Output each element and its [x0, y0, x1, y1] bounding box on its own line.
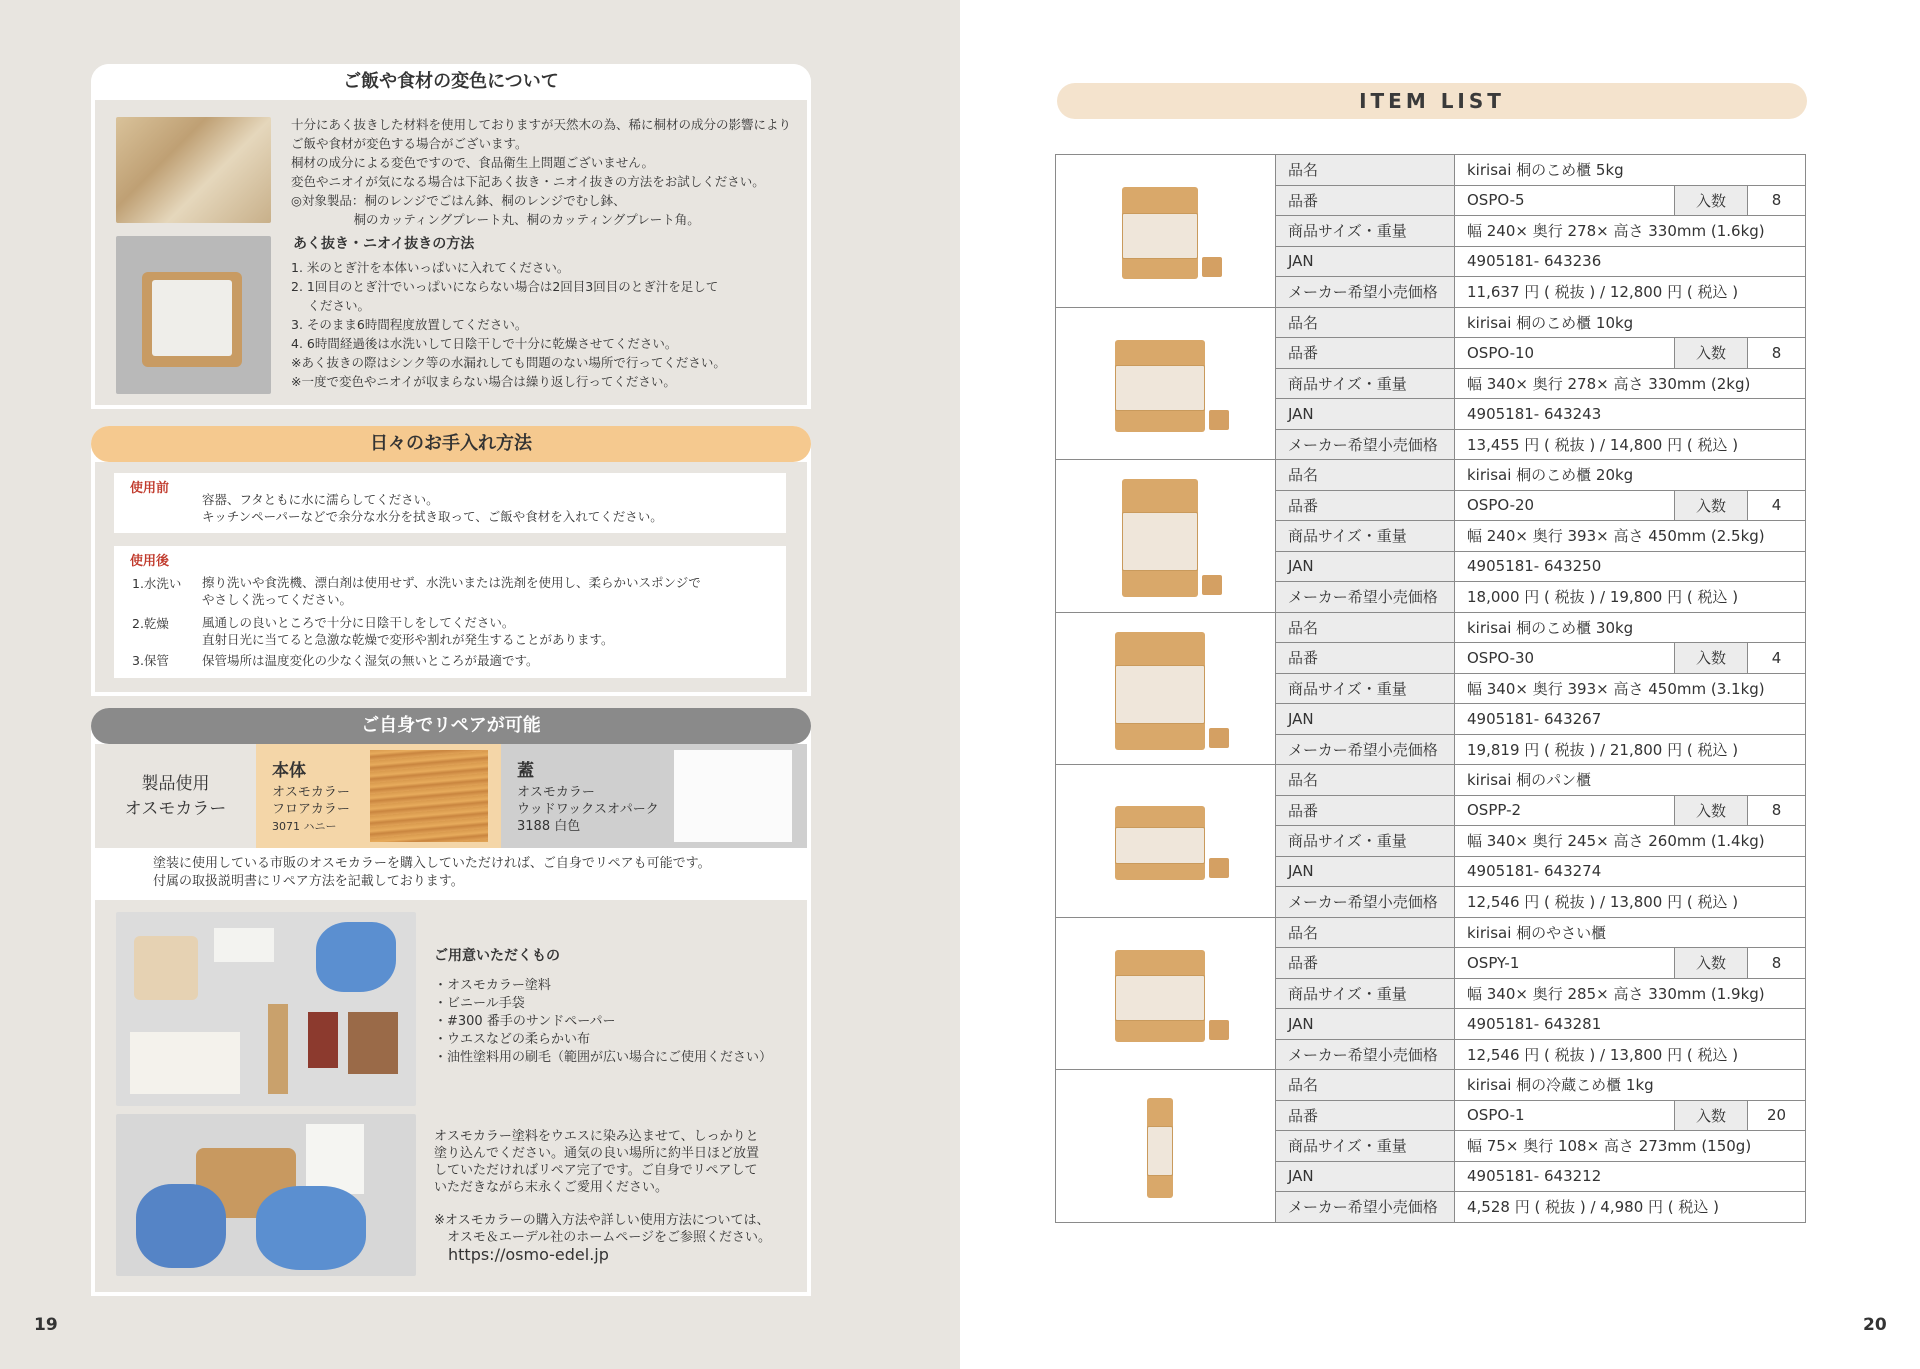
- item-row: [1056, 460, 1806, 491]
- label-name: 品名: [1276, 307, 1455, 338]
- item-qty: 4: [1748, 643, 1806, 674]
- care-after-label: 使用後: [130, 554, 170, 569]
- label-name: 品名: [1276, 460, 1455, 491]
- label-qty: 入数: [1675, 338, 1748, 369]
- label-size: 商品サイズ・重量: [1276, 521, 1455, 552]
- label-code: 品番: [1276, 185, 1455, 216]
- product-image: [1056, 765, 1276, 918]
- item-size: 幅 75× 奥行 108× 高さ 273mm (150g): [1455, 1131, 1806, 1162]
- label-qty: 入数: [1675, 185, 1748, 216]
- method-text: 1. 米のとぎ汁を本体いっぱいに入れてください。 2. 1回目のとぎ汁でいっぱいにならない場合は2回目3回目のとぎ汁を足して ください。 3. そのまま6時間程度放置してください。 4. 6時間経過後は水洗いして日陰干しで十分に乾燥させてください。 ※あく抜きの際はシンク等の水漏れしても問題のない場所で行ってください。 ※一度で変色やニオイが収まらない場合は繰り返し行ってください。: [291, 260, 726, 389]
- label-name: 品名: [1276, 155, 1455, 186]
- box-cup-shape: [1209, 858, 1229, 878]
- box-lid-shape: [1115, 665, 1205, 724]
- item-row: [1056, 307, 1806, 338]
- item-jan: 4905181- 643236: [1455, 246, 1806, 277]
- repair-tools-photo: [116, 912, 416, 1106]
- item-name: kirisai 桐のやさい櫃: [1455, 917, 1806, 948]
- method-title: あく抜き・ニオイ抜きの方法: [293, 236, 475, 252]
- label-code: 品番: [1276, 1100, 1455, 1131]
- item-row: [1056, 155, 1806, 186]
- item-row: [1056, 612, 1806, 643]
- item-row: [1056, 765, 1806, 796]
- label-size: 商品サイズ・重量: [1276, 1131, 1455, 1162]
- item-price: 11,637 円 ( 税抜 ) / 12,800 円 ( 税込 ): [1455, 277, 1806, 308]
- label-price: メーカー希望小売価格: [1276, 1039, 1455, 1070]
- body-color-block: 本体 オスモカラー フロアカラー 3071 ハニー: [256, 744, 501, 848]
- label-size: 商品サイズ・重量: [1276, 673, 1455, 704]
- care-before-text: 容器、フタともに水に濡らしてください。 キッチンペーパーなどで余分な水分を拭き取って、ご飯や食材を入れてください。: [202, 492, 663, 524]
- item-code: OSPO-5: [1455, 185, 1675, 216]
- box-cup-shape: [1202, 575, 1222, 595]
- item-row: [1056, 1070, 1806, 1101]
- product-image: [1056, 917, 1276, 1070]
- label-jan: JAN: [1276, 399, 1455, 430]
- label-size: 商品サイズ・重量: [1276, 368, 1455, 399]
- item-price: 19,819 円 ( 税抜 ) / 21,800 円 ( 税込 ): [1455, 734, 1806, 765]
- item-size: 幅 240× 奥行 278× 高さ 330mm (1.6kg): [1455, 216, 1806, 247]
- label-price: メーカー希望小売価格: [1276, 582, 1455, 613]
- label-qty: 入数: [1675, 948, 1748, 979]
- care-before-box: [114, 473, 786, 533]
- prep-title: ご用意いただくもの: [434, 948, 560, 964]
- care-step-label: 2.乾燥: [132, 616, 169, 631]
- label-price: メーカー希望小売価格: [1276, 887, 1455, 918]
- rice-discolor-photo: [116, 117, 271, 223]
- discolor-text: 十分にあく抜きした材料を使用しておりますが天然木の為、稀に桐材の成分の影響により ご飯や食材が変色する場合がございます。 桐材の成分による変色ですので、食品衛生上問題ございません。 変色やニオイが気になる場合は下記あく抜き・ニオイ抜きの方法をお試しください。 ◎対象製品：桐のレンジでごはん鉢、桐のレンジでむし鉢、 桐のカッティングプレート丸、桐のカッティングプレート角。: [291, 117, 792, 227]
- repair-note: 塗装に使用している市販のオスモカラーを購入していただければ、ご自身でリペアも可能です。 付属の取扱説明書にリペア方法を記載しております。: [153, 856, 711, 889]
- label-price: メーカー希望小売価格: [1276, 1192, 1455, 1223]
- label-jan: JAN: [1276, 551, 1455, 582]
- label-qty: 入数: [1675, 490, 1748, 521]
- box-cup-shape: [1202, 257, 1222, 277]
- label-jan: JAN: [1276, 1009, 1455, 1040]
- item-code: OSPO-30: [1455, 643, 1675, 674]
- item-price: 12,546 円 ( 税抜 ) / 13,800 円 ( 税込 ): [1455, 887, 1806, 918]
- repair-title: ご自身でリペアが可能: [91, 708, 811, 744]
- label-code: 品番: [1276, 948, 1455, 979]
- care-step-label: 3.保管: [132, 653, 169, 668]
- rice-water-box-photo: [116, 236, 271, 394]
- prep-list: ・オスモカラー塗料 ・ビニール手袋 ・#300 番手のサンドペーパー ・ウエスなどの柔らかい布 ・油性塗料用の刷毛（範囲が広い場合にご使用ください）: [434, 978, 773, 1065]
- label-code: 品番: [1276, 643, 1455, 674]
- item-qty: 8: [1748, 948, 1806, 979]
- item-name: kirisai 桐のこめ櫃 20kg: [1455, 460, 1806, 491]
- item-price: 18,000 円 ( 税抜 ) / 19,800 円 ( 税込 ): [1455, 582, 1806, 613]
- item-name: kirisai 桐のパン櫃: [1455, 765, 1806, 796]
- item-list-table: [1055, 154, 1806, 1223]
- label-price: メーカー希望小売価格: [1276, 277, 1455, 308]
- item-size: 幅 340× 奥行 285× 高さ 330mm (1.9kg): [1455, 978, 1806, 1009]
- box-cup-shape: [1209, 728, 1229, 748]
- box-lid-shape: [1115, 365, 1205, 411]
- box-cup-shape: [1209, 1020, 1229, 1040]
- label-size: 商品サイズ・重量: [1276, 978, 1455, 1009]
- label-name: 品名: [1276, 1070, 1455, 1101]
- label-name: 品名: [1276, 765, 1455, 796]
- product-image: [1056, 1070, 1276, 1223]
- item-code: OSPO-10: [1455, 338, 1675, 369]
- item-name: kirisai 桐の冷蔵こめ櫃 1kg: [1455, 1070, 1806, 1101]
- lid-color-block: 蓋 オスモカラー ウッドワックスオパーク 3188 白色: [501, 744, 807, 848]
- item-row: [1056, 917, 1806, 948]
- box-lid-shape: [1147, 1126, 1173, 1176]
- care-before-label: 使用前: [130, 481, 170, 496]
- item-price: 13,455 円 ( 税抜 ) / 14,800 円 ( 税込 ): [1455, 429, 1806, 460]
- label-jan: JAN: [1276, 246, 1455, 277]
- product-image: [1056, 460, 1276, 613]
- item-code: OSPO-20: [1455, 490, 1675, 521]
- item-name: kirisai 桐のこめ櫃 10kg: [1455, 307, 1806, 338]
- page-number-left: 19: [34, 1315, 58, 1335]
- label-code: 品番: [1276, 338, 1455, 369]
- box-cup-shape: [1209, 410, 1229, 430]
- label-name: 品名: [1276, 612, 1455, 643]
- item-code: OSPY-1: [1455, 948, 1675, 979]
- label-price: メーカー希望小売価格: [1276, 734, 1455, 765]
- item-jan: 4905181- 643250: [1455, 551, 1806, 582]
- item-code: OSPO-1: [1455, 1100, 1675, 1131]
- label-jan: JAN: [1276, 856, 1455, 887]
- item-jan: 4905181- 643243: [1455, 399, 1806, 430]
- care-after-box: [114, 546, 786, 678]
- item-jan: 4905181- 643274: [1455, 856, 1806, 887]
- apply-text: オスモカラー塗料をウエスに染み込ませて、しっかりと 塗り込んでください。通気の良い場所に約半日ほど放置 していただければリペア完了です。ご自身でリペアして いただきながら末永くご愛用ください。: [434, 1129, 760, 1195]
- item-qty: 8: [1748, 185, 1806, 216]
- item-code: OSPP-2: [1455, 795, 1675, 826]
- label-qty: 入数: [1675, 643, 1748, 674]
- label-qty: 入数: [1675, 1100, 1748, 1131]
- honey-swatch: [370, 750, 488, 842]
- care-title: 日々のお手入れ方法: [91, 426, 811, 462]
- label-qty: 入数: [1675, 795, 1748, 826]
- label-jan: JAN: [1276, 1161, 1455, 1192]
- repair-apply-photo: [116, 1114, 416, 1276]
- used-color-label: 製品使用 オスモカラー: [95, 744, 256, 848]
- label-code: 品番: [1276, 795, 1455, 826]
- ref-text: ※オスモカラーの購入方法や詳しい使用方法については、 オスモ＆エーデル社のホームページをご参照ください。: [434, 1213, 771, 1245]
- item-qty: 8: [1748, 795, 1806, 826]
- box-lid-shape: [1122, 213, 1198, 259]
- care-step-text: 擦り洗いや食洗機、漂白剤は使用せず、水洗いまたは洗剤を使用し、柔らかいスポンジで やさしく洗ってください。: [202, 575, 701, 607]
- product-image: [1056, 155, 1276, 308]
- box-lid-shape: [1115, 975, 1205, 1021]
- osmo-url[interactable]: https://osmo-edel.jp: [448, 1245, 609, 1264]
- box-lid-shape: [1122, 512, 1198, 571]
- care-step-text: 保管場所は温度変化の少なく湿気の無いところが最適です。: [202, 653, 539, 668]
- box-lid-shape: [1115, 827, 1205, 864]
- item-size: 幅 340× 奥行 393× 高さ 450mm (3.1kg): [1455, 673, 1806, 704]
- page-number-right: 20: [1863, 1315, 1887, 1335]
- item-qty: 20: [1748, 1100, 1806, 1131]
- label-size: 商品サイズ・重量: [1276, 216, 1455, 247]
- care-step-label: 1.水洗い: [132, 576, 182, 591]
- item-name: kirisai 桐のこめ櫃 5kg: [1455, 155, 1806, 186]
- label-jan: JAN: [1276, 704, 1455, 735]
- item-size: 幅 340× 奥行 245× 高さ 260mm (1.4kg): [1455, 826, 1806, 857]
- item-qty: 4: [1748, 490, 1806, 521]
- item-jan: 4905181- 643212: [1455, 1161, 1806, 1192]
- care-step-text: 風通しの良いところで十分に日陰干しをしてください。 直射日光に当てると急激な乾燥で変形や割れが発生することがあります。: [202, 615, 614, 647]
- white-swatch: [674, 750, 792, 842]
- label-name: 品名: [1276, 917, 1455, 948]
- label-size: 商品サイズ・重量: [1276, 826, 1455, 857]
- item-name: kirisai 桐のこめ櫃 30kg: [1455, 612, 1806, 643]
- label-code: 品番: [1276, 490, 1455, 521]
- product-image: [1056, 307, 1276, 460]
- discolor-title: ご飯や食材の変色について: [91, 64, 811, 100]
- item-price: 12,546 円 ( 税抜 ) / 13,800 円 ( 税込 ): [1455, 1039, 1806, 1070]
- item-size: 幅 240× 奥行 393× 高さ 450mm (2.5kg): [1455, 521, 1806, 552]
- item-price: 4,528 円 ( 税抜 ) / 4,980 円 ( 税込 ): [1455, 1192, 1806, 1223]
- item-jan: 4905181- 643267: [1455, 704, 1806, 735]
- item-size: 幅 340× 奥行 278× 高さ 330mm (2kg): [1455, 368, 1806, 399]
- item-qty: 8: [1748, 338, 1806, 369]
- item-jan: 4905181- 643281: [1455, 1009, 1806, 1040]
- item-list-title: ITEM LIST: [1057, 83, 1807, 119]
- product-image: [1056, 612, 1276, 765]
- label-price: メーカー希望小売価格: [1276, 429, 1455, 460]
